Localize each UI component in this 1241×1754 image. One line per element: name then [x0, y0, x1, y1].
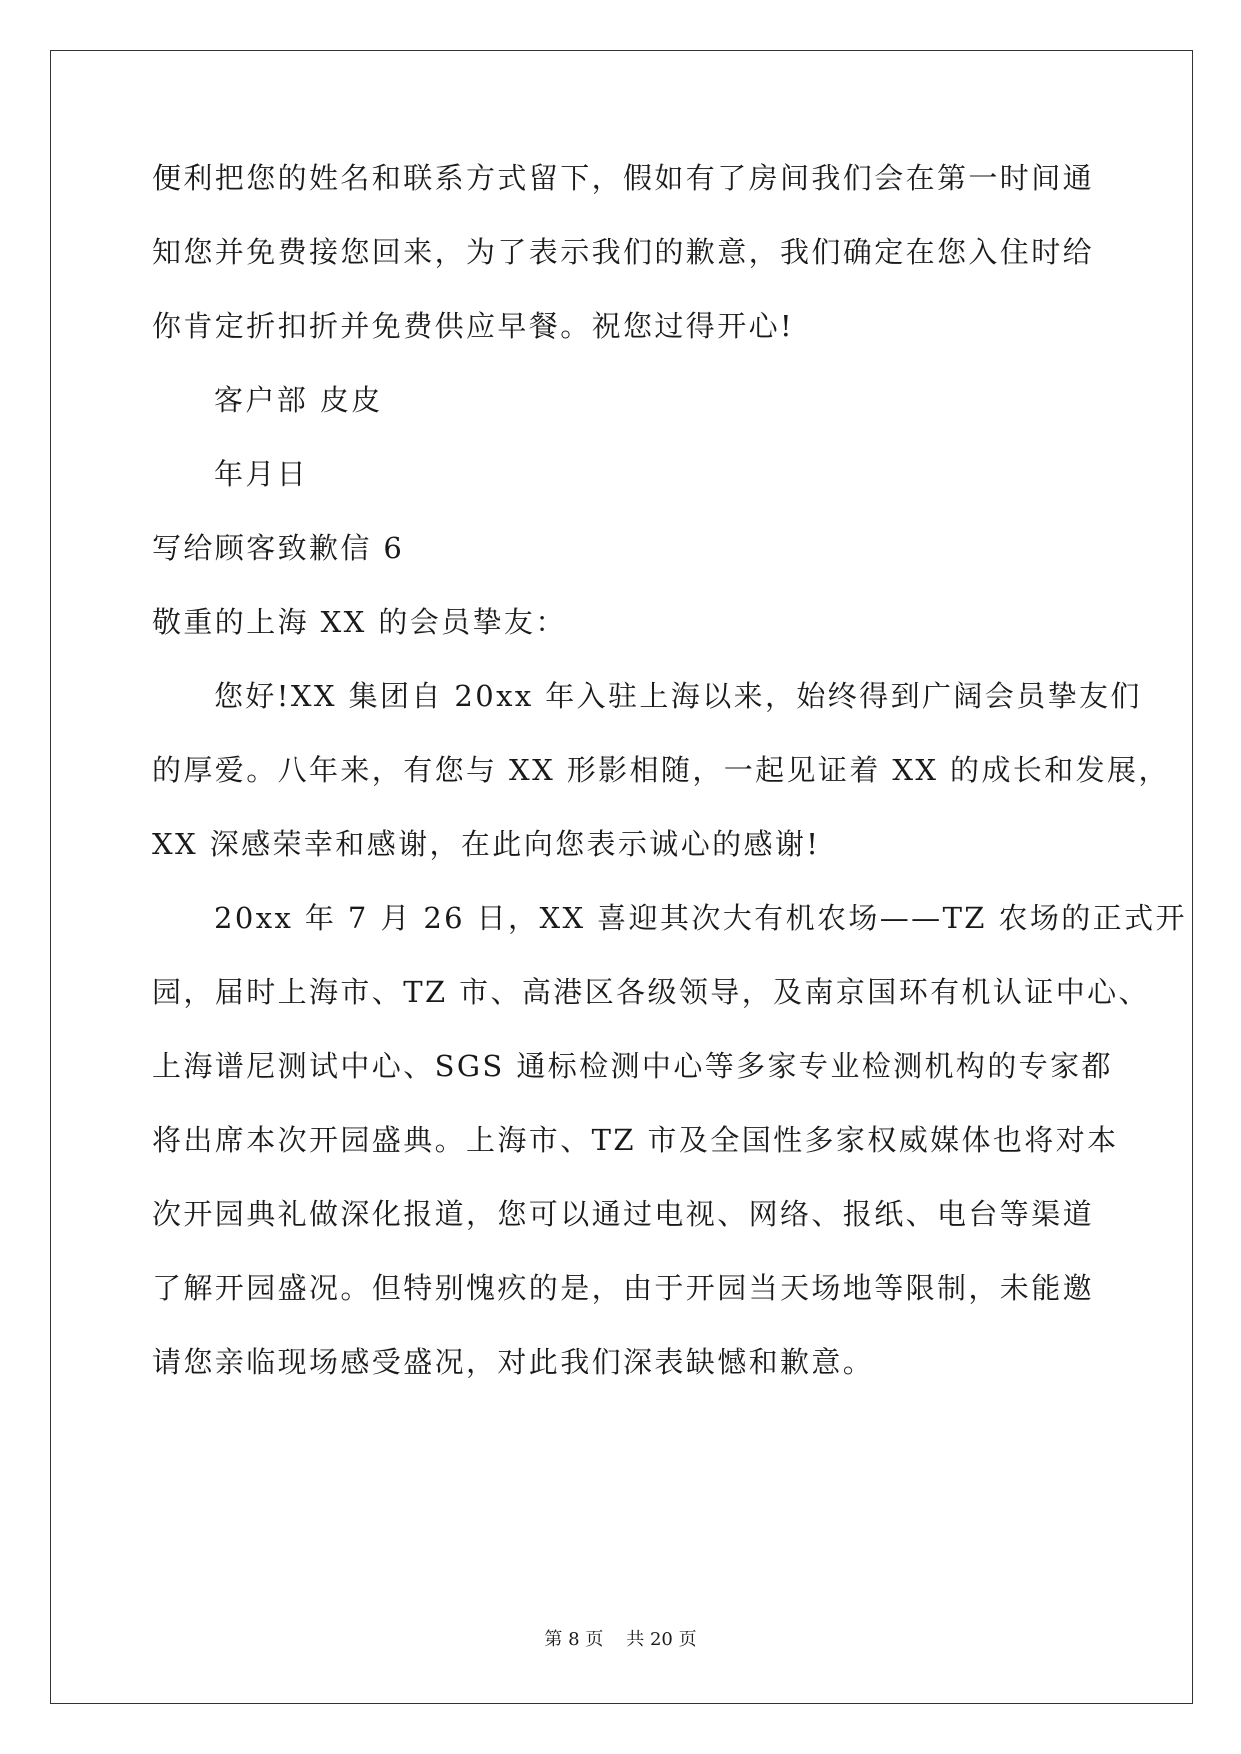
- body-line: 便利把您的姓名和联系方式留下，假如有了房间我们会在第一时间通: [152, 161, 1095, 195]
- body-line: 次开园典礼做深化报道，您可以通过电视、网络、报纸、电台等渠道: [152, 1197, 1095, 1231]
- body-line: 了解开园盛况。但特别愧疚的是，由于开园当天场地等限制，未能邀: [152, 1271, 1095, 1305]
- page-number: 第 8 页: [544, 1629, 604, 1650]
- signature-department: 客户部 皮皮: [214, 383, 383, 417]
- signature-date: 年月日: [214, 457, 309, 491]
- body-line: 20xx 年 7 月 26 日，XX 喜迎其次大有机农场——TZ 农场的正式开: [214, 901, 1187, 935]
- body-line: 请您亲临现场感受盛况，对此我们深表缺憾和歉意。: [152, 1345, 875, 1379]
- section-heading: 写给顾客致歉信 6: [152, 531, 405, 565]
- salutation: 敬重的上海 XX 的会员挚友：: [152, 605, 567, 639]
- page-total: 共 20 页: [626, 1629, 697, 1650]
- body-line: 将出席本次开园盛典。上海市、TZ 市及全国性多家权威媒体也将对本: [152, 1123, 1119, 1157]
- body-line: XX 深感荣幸和感谢，在此向您表示诚心的感谢!: [152, 827, 821, 861]
- page-footer: [0, 1628, 1241, 1652]
- page-border: [50, 50, 1193, 1704]
- body-line: 园，届时上海市、TZ 市、高港区各级领导，及南京国环有机认证中心、: [152, 975, 1150, 1009]
- body-line: 上海谱尼测试中心、SGS 通标检测中心等多家专业检测机构的专家都: [152, 1049, 1113, 1083]
- body-line: 您好!XX 集团自 20xx 年入驻上海以来，始终得到广阔会员挚友们: [214, 679, 1142, 713]
- body-line: 的厚爱。八年来，有您与 XX 形影相随，一起见证着 XX 的成长和发展，: [152, 753, 1170, 787]
- body-line: 你肯定折扣折并免费供应早餐。祝您过得开心!: [152, 309, 795, 343]
- body-line: 知您并免费接您回来，为了表示我们的歉意，我们确定在您入住时给: [152, 235, 1095, 269]
